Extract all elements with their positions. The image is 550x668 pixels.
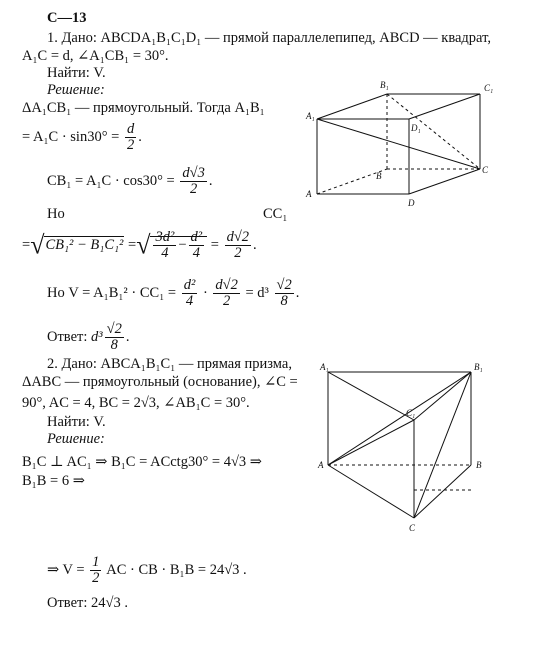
p1-step-4-result: $\frac{d√2}{2}$ xyxy=(226,229,250,261)
p2-step-3: ⇒ V = $\frac{1}{2}$ AC · CB · B₁B = 24√3 . xyxy=(47,554,247,586)
p1-given-2: A₁C = d, ∠A₁CB₁ = 30°. xyxy=(22,48,169,64)
p1-no: Но xyxy=(47,206,65,222)
p1-step-4-radicand: CB₁² − B₁C₁² xyxy=(45,236,124,253)
fig1-label-b: B xyxy=(376,171,382,181)
section-title: C—13 xyxy=(47,10,87,26)
p2-answer: Ответ: 24√3 . xyxy=(47,595,128,611)
p2-step-2: B₁B = 6 ⇒ xyxy=(22,473,85,489)
p1-step-4: =√CB₁² − B₁C₁² =√ $\frac{\text{3d²}}{4}$ − $\frac{\text{d²}}{4}$ = $\frac{d√2}{2}$ . xyxy=(22,229,257,261)
figure-prism xyxy=(316,360,496,540)
p2-given: 2. Дано: ABCA₁B₁C₁ — прямая призма, xyxy=(47,356,292,372)
p2-find: Найти: V. xyxy=(47,414,106,430)
figure-parallelepiped xyxy=(300,75,510,210)
fig2-label-c: C xyxy=(409,523,416,533)
fig1-label-c: C xyxy=(482,165,489,175)
p1-step-2-lhs: = A₁C · sin30° = xyxy=(22,128,120,145)
fig2-label-c1: C₁ xyxy=(406,408,416,418)
p1-answer: Ответ: d³ $\frac{√2}{8}$ . xyxy=(47,321,130,353)
p1-step-1: ΔA₁CB₁ — прямоугольный. Тогда A₁B₁ xyxy=(22,100,265,116)
fig1-label-c1: C₁ xyxy=(484,83,494,93)
p2-given-3: 90°, AC = 4, BC = 2√3, ∠AB₁C = 30°. xyxy=(22,395,250,411)
fig2-label-b1: B₁ xyxy=(474,362,483,372)
fig1-label-a: A xyxy=(306,189,312,199)
p2-given-2: ΔABC — прямоугольный (основание), ∠C = xyxy=(22,374,298,390)
p2-solution-label: Решение: xyxy=(47,431,105,447)
fig2-label-a1: A₁ xyxy=(320,362,329,372)
p1-solution-label: Решение: xyxy=(47,82,105,98)
p1-step-5: Но V = A₁B₁² · CC₁ = $\frac{\text{d²}}{4}$ · $\frac{d√2}{2}$ = d³ $\frac{√2}{8}$ . xyxy=(47,277,300,309)
fig1-label-b1: B₁ xyxy=(380,80,389,90)
fig1-label-a1: A₁ xyxy=(306,111,315,121)
p1-step-3-fraction: $\frac{d√3}{2}$ xyxy=(182,165,205,197)
p1-step-2-fraction: $\frac{d}{2}$ xyxy=(126,121,135,153)
p1-step-3: CB₁ = A₁C · cos30° = $\frac{d√3}{2}$ . xyxy=(47,165,213,197)
p1-given: 1. Дано: ABCDA₁B₁C₁D₁ — прямой параллелепипед, ABCD — квадрат, xyxy=(47,30,491,46)
fig1-label-d: D xyxy=(408,198,415,208)
fig2-label-b: B xyxy=(476,460,482,470)
p1-step-2: = A₁C · sin30° = $\frac{d}{2}$ . xyxy=(22,121,142,153)
p1-find: Найти: V. xyxy=(47,65,106,81)
p1-cc1: CC₁ xyxy=(263,206,288,222)
p1-step-3-lhs: CB₁ = A₁C · cos30° = xyxy=(47,172,175,189)
p2-step-1: B₁C ⊥ AC₁ ⇒ B₁C = ACctg30° = 4√3 ⇒ xyxy=(22,454,262,470)
fig2-label-a: A xyxy=(318,460,324,470)
fig1-label-d1: D₁ xyxy=(411,123,421,133)
